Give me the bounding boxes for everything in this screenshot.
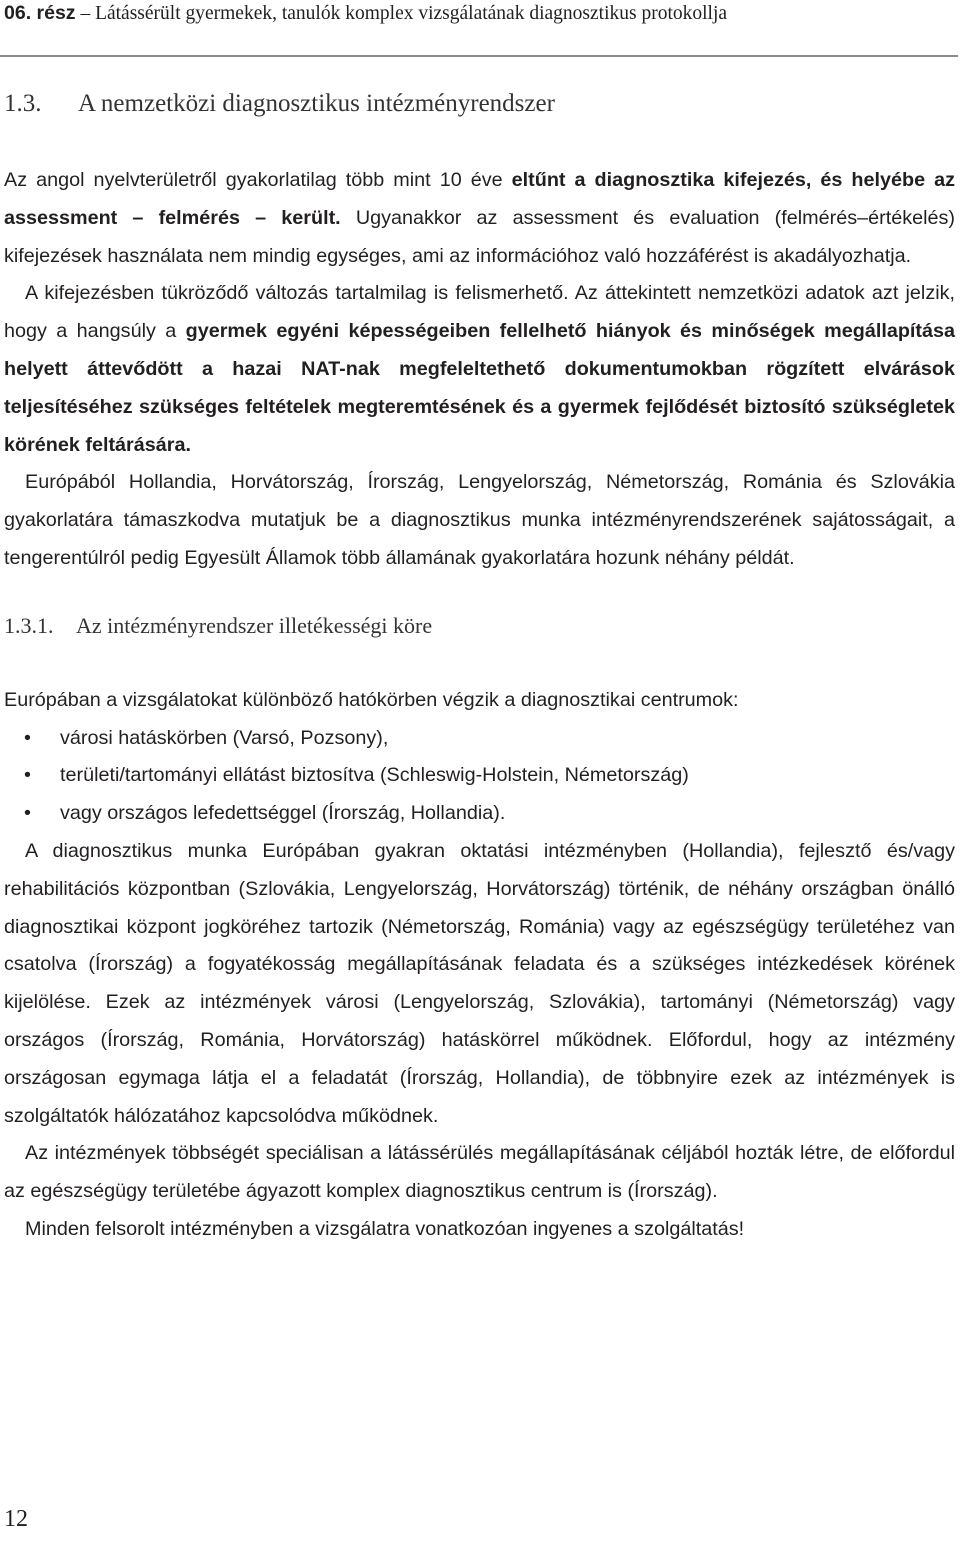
bullet-list bbox=[4, 720, 955, 833]
list-item: • vagy országos lefedettséggel (Írország, Hollandia). bbox=[4, 795, 955, 833]
section-heading bbox=[4, 88, 954, 120]
paragraph-6: Az intézmények többségét speciálisan a látássérülés megállapításának céljából hozták létre, de előfordul az egészségügy területébe ágyazott komplex diagnosztikus centrum is (Írország). bbox=[4, 1142, 955, 1203]
section-number: 1.3. bbox=[4, 90, 42, 117]
subsection-number: 1.3.1. bbox=[4, 612, 54, 638]
header-dash: – bbox=[75, 3, 96, 24]
paragraph-7: Minden felsorolt intézményben a vizsgálatra vonatkozóan ingyenes a szolgáltatás! bbox=[25, 1217, 745, 1240]
section-title: A nemzetközi diagnosztikus intézményrendszer bbox=[78, 90, 555, 117]
paragraph-1-text-b: Ugyanakkor az assessment és evaluation (felmérés–értékelés) kifejezések használata nem mindig egységes, ami az információhoz való hozzáférést is akadályozhatja. bbox=[4, 206, 955, 267]
paragraph-4: Európában a vizsgálatokat különböző hatókörben végzik a diagnosztikai centrumok: bbox=[4, 688, 739, 711]
list-item: • városi hatáskörben (Varsó, Pozsony), bbox=[4, 720, 955, 758]
header-rule bbox=[0, 55, 958, 57]
page-number: 12 bbox=[4, 1506, 28, 1532]
paragraph-3: Európából Hollandia, Horvátország, Írország, Lengyelország, Németország, Románia és Szlovákia gyakorlatára támaszkodva mutatjuk be a diagnosztikus munka intézményrendszerének sajátosságait, a tengerentúlról pedig Egyesült Államok több államának gyakorlatára hozunk néhány példát. bbox=[4, 471, 955, 569]
subsection-title: Az intézményrendszer illetékességi köre bbox=[76, 612, 433, 638]
header-part-label: 06. rész bbox=[4, 2, 76, 24]
header-title: Látássérült gyermekek, tanulók komplex vizsgálatának diagnosztikus protokollja bbox=[95, 3, 728, 24]
paragraph-2-bold: gyermek egyéni képességeiben fellelhető hiányok és minőségek megállapítása helyett áttevődött a hazai NAT-nak megfeleltethető dokumentumokban rögzített elvárások teljesítéséhez szükséges feltételek megteremtésének és a gyermek fejlődését biztosító szükségletek körének feltárására. bbox=[4, 320, 955, 456]
paragraph-2 bbox=[4, 275, 955, 464]
paragraph-1-bold: eltűnt a diagnosztika kifejezés, és helyébe az assessment – felmérés – került. bbox=[4, 169, 955, 229]
list-item: • területi/tartományi ellátást biztosítva (Schleswig-Holstein, Németország) bbox=[4, 757, 955, 795]
paragraph-2-text: A kifejezésben tükröződő változás tartalmilag is felismerhető. Az áttekintett nemzetközi adatok azt jelzik, hogy a hangsúly a bbox=[4, 282, 955, 343]
running-header bbox=[4, 0, 954, 27]
paragraph-1-text-a: Az angol nyelvterületről gyakorlatilag több mint 10 éve bbox=[4, 169, 512, 191]
paragraph-5: A diagnosztikus munka Európában gyakran oktatási intézményben (Hollandia), fejlesztő és/vagy rehabilitációs központban (Szlovákia, Lengyelország, Horvátország) történik, de néhány országban önálló diagnosztikai központ jogköréhez tartozik (Németország, Románia) vagy az egészségügy területéhez van csatolva (Írország) a fogyatékosság megállapításának feladata és a szükséges intézkedések körének kijelölése. Ezek az intézmények városi (Lengyelország, Szlovákia), tartományi (Németország) vagy országos (Írország, Románia, Horvátország) hatáskörrel működnek. Előfordul, hogy az intézmény országosan egymaga látja el a feladatát (Írország, Hollandia), de többnyire ezek az intézmények is szolgáltatók hálózatához kapcsolódva működnek. bbox=[4, 839, 955, 1127]
body-text bbox=[4, 162, 955, 1249]
paragraph-1 bbox=[4, 162, 955, 275]
subsection-heading bbox=[4, 611, 955, 641]
